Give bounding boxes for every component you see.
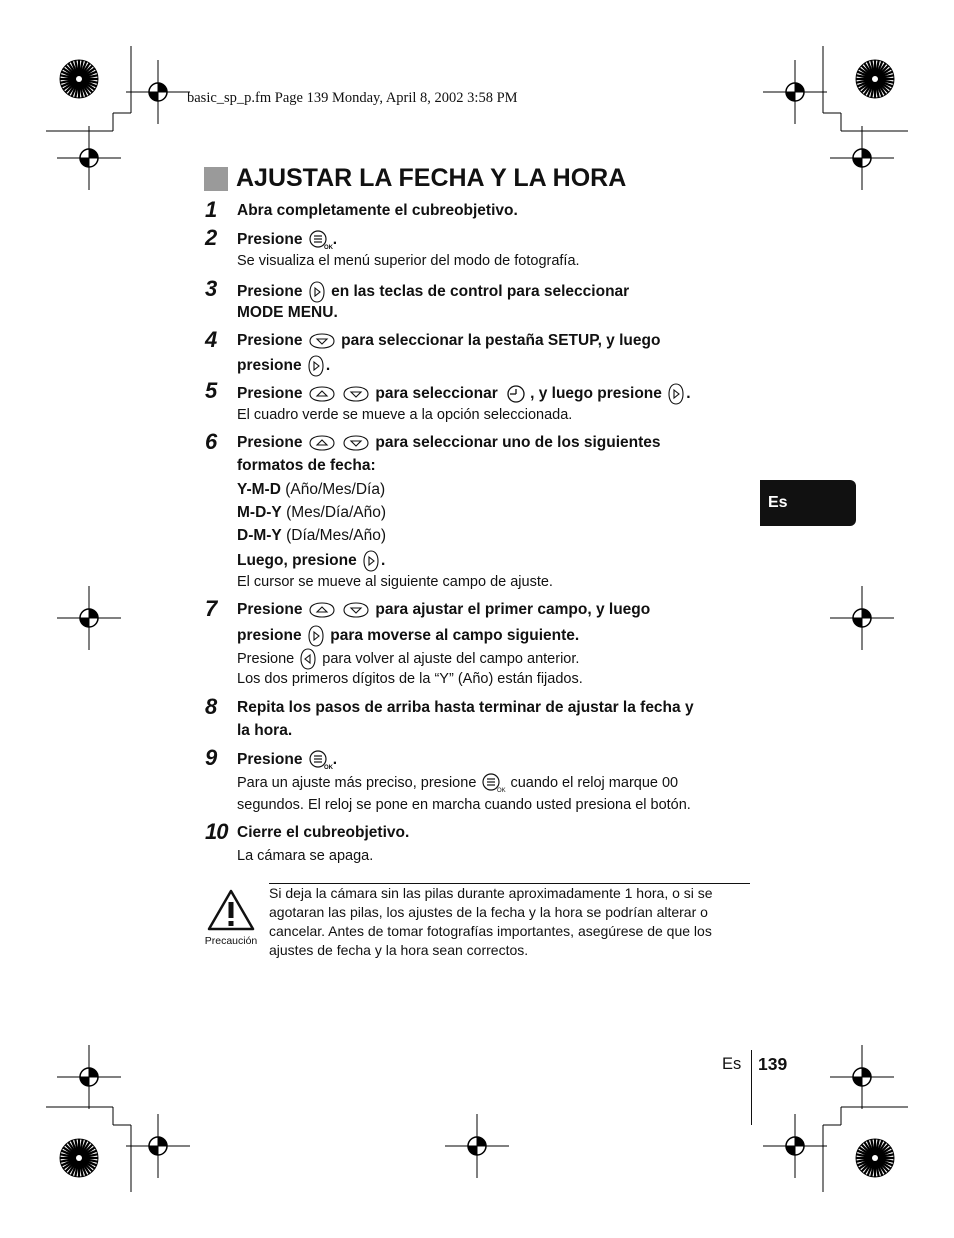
step-7-a: Presione: [237, 601, 303, 618]
step-1-text: Abra completamente el cubreobjetivo.: [237, 202, 518, 219]
step-9-b: .: [332, 751, 338, 769]
caution-line: Si deja la cámara sin las pilas durante aproximadamente 1 hora, o si se: [269, 885, 713, 901]
step-3-a: Presione: [237, 283, 303, 301]
caution-triangle-icon: [204, 888, 258, 937]
step-number: 9: [205, 745, 218, 770]
svg-text:OK: OK: [323, 765, 333, 771]
step-7-note-1: [237, 648, 579, 670]
step-6-b: para seleccionar uno de los siguientes: [375, 434, 661, 451]
format-code: M-D-Y: [237, 504, 282, 521]
step-number: 6: [205, 429, 218, 454]
step-7-note-1-b: para volver al ajuste del campo anterior.: [322, 650, 580, 667]
language-side-tab: Es: [760, 480, 856, 526]
step-7-c: presione: [237, 627, 302, 645]
menu-ok-button-icon: [309, 750, 331, 770]
arrow-right-button-icon: [309, 281, 325, 303]
format-code: D-M-Y: [237, 527, 282, 544]
step-9-note-1-b: cuando el reloj marque 00: [510, 774, 679, 791]
step-7-line-1: [237, 601, 650, 619]
caution-label: Precaución: [204, 935, 258, 947]
page-number: 139: [758, 1054, 788, 1074]
step-4-a: Presione: [237, 332, 303, 349]
step-4-c: presione: [237, 357, 302, 375]
date-format-item: [237, 481, 385, 499]
step-9-note-2: segundos. El reloj se pone en marcha cuando usted presiona el botón.: [237, 797, 691, 813]
arrow-down-button-icon: [343, 435, 369, 451]
step-4-d: .: [325, 357, 331, 375]
step-2-text: [237, 230, 337, 250]
caution-line: agotaran las pilas, los ajustes de la fecha y la hora se podrían alterar o: [269, 904, 708, 920]
step-6-line-1: [237, 434, 661, 452]
step-number: 3: [205, 276, 218, 301]
step-9-note-1: [237, 773, 678, 793]
step-7-line-2: [237, 625, 579, 647]
step-10-text: Cierre el cubreobjetivo.: [237, 824, 410, 841]
caution-block-icon: [204, 888, 258, 947]
step-number: 5: [205, 378, 218, 403]
step-4-line-2: [237, 355, 330, 377]
step-6-line-2: formatos de fecha:: [237, 457, 376, 474]
step-6-note: El cursor se mueve al siguiente campo de ajuste.: [237, 574, 553, 590]
step-3-line-1: [237, 281, 629, 303]
step-2-note: Se visualiza el menú superior del modo de fotografía.: [237, 253, 580, 269]
step-6-a: Presione: [237, 434, 303, 451]
step-number: 10: [205, 819, 228, 844]
step-5-line-1: [237, 383, 691, 405]
caution-line: cancelar. Antes de tomar fotografías importantes, asegúrese de que los: [269, 923, 712, 939]
step-3-b: en las teclas de control para seleccionar: [331, 283, 630, 301]
arrow-down-button-icon: [309, 333, 335, 349]
title-text: AJUSTAR LA FECHA Y LA HORA: [236, 164, 627, 192]
date-format-item: [237, 504, 386, 522]
printer-header: basic_sp_p.fm Page 139 Monday, April 8, 2002 3:58 PM: [187, 90, 518, 106]
svg-text:OK: OK: [323, 245, 333, 251]
step-5-d: .: [686, 385, 691, 403]
step-7-note-2: Los dos primeros dígitos de la “Y” (Año) están fijados.: [237, 671, 583, 687]
step-number: 2: [205, 225, 218, 250]
arrow-left-button-icon: [300, 648, 316, 670]
format-desc: (Año/Mes/Día): [280, 481, 386, 498]
step-5-b: para seleccionar: [375, 385, 498, 403]
step-4-b: para seleccionar la pestaña SETUP, y luego: [341, 332, 661, 349]
step-6-then-a: Luego, presione: [237, 552, 357, 570]
date-format-item: [237, 527, 386, 545]
format-code: Y-M-D: [237, 481, 281, 498]
arrow-up-button-icon: [309, 602, 335, 618]
step-2-a: Presione: [237, 231, 303, 249]
step-number: 8: [205, 694, 218, 719]
arrow-up-button-icon: [309, 435, 335, 451]
section-title: [204, 164, 626, 193]
step-8-line-1: Repita los pasos de arriba hasta terminar de ajustar la fecha y: [237, 699, 694, 716]
arrow-right-button-icon: [308, 355, 324, 377]
step-3-line-2: MODE MENU.: [237, 304, 338, 321]
svg-text:OK: OK: [497, 788, 507, 794]
step-8-line-2: la hora.: [237, 722, 293, 739]
arrow-down-button-icon: [343, 602, 369, 618]
step-5-a: Presione: [237, 385, 303, 403]
footer-divider: [751, 1050, 752, 1125]
step-7-b: para ajustar el primer campo, y luego: [375, 601, 651, 618]
arrow-right-button-icon: [308, 625, 324, 647]
step-9-line-1: [237, 750, 337, 770]
format-desc: (Día/Mes/Año): [281, 527, 387, 544]
step-7-note-1-a: Presione: [237, 650, 295, 667]
step-6-then-b: .: [381, 552, 386, 570]
step-number: 1: [205, 197, 218, 222]
format-desc: (Mes/Día/Año): [281, 504, 387, 521]
step-2-b: .: [332, 231, 338, 249]
clock-icon: [504, 385, 528, 403]
title-marker: [204, 167, 228, 191]
step-number: 7: [205, 596, 218, 621]
arrow-up-button-icon: [309, 386, 335, 402]
arrow-down-button-icon: [343, 386, 369, 402]
menu-ok-button-icon: [482, 773, 507, 794]
step-7-d: para moverse al campo siguiente.: [330, 627, 580, 645]
step-9-note-1-a: Para un ajuste más preciso, presione: [237, 774, 477, 791]
step-6-then: [237, 550, 385, 572]
menu-ok-button-icon: [309, 230, 331, 250]
step-5-note: El cuadro verde se mueve a la opción seleccionada.: [237, 407, 573, 423]
step-10-note: La cámara se apaga.: [237, 848, 374, 864]
step-9-a: Presione: [237, 751, 303, 769]
arrow-right-button-icon: [668, 383, 684, 405]
step-4-line-1: [237, 332, 660, 350]
arrow-right-button-icon: [363, 550, 379, 572]
caution-line: ajustes de fecha y la hora sean correctos.: [269, 942, 529, 958]
footer-language: Es: [722, 1055, 742, 1073]
step-5-c: , y luego presione: [530, 385, 662, 403]
step-number: 4: [205, 327, 218, 352]
